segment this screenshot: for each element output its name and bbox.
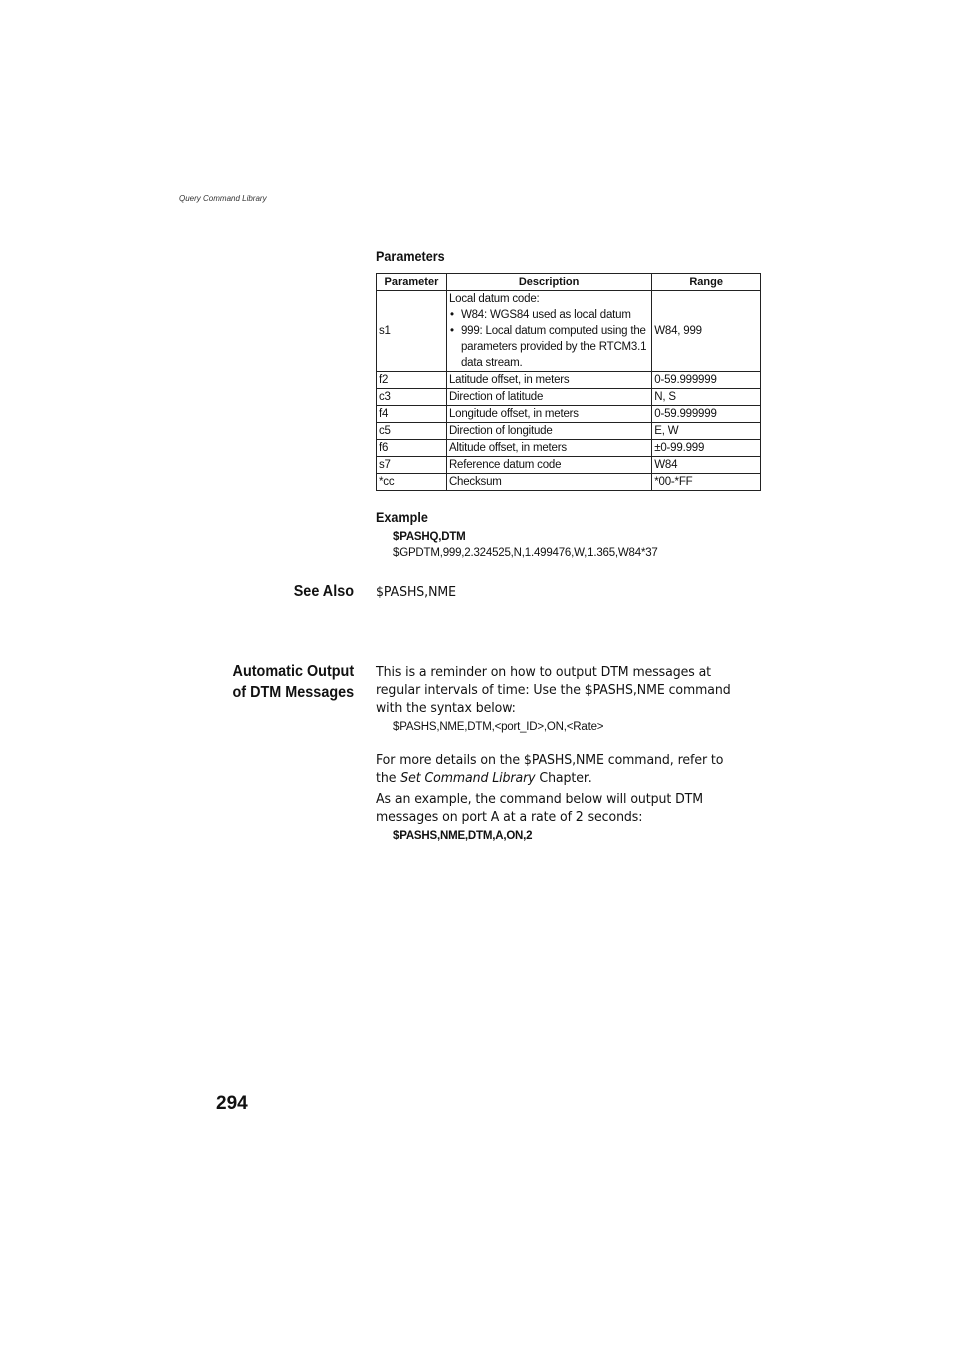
see-also-text xyxy=(376,583,739,601)
para2-text-before: For more details on the $PASHS,NME command, refer to the xyxy=(376,752,724,786)
description-cell: Direction of longitude xyxy=(446,423,651,440)
param-cell: s7 xyxy=(377,457,447,474)
description-cell: Latitude offset, in meters xyxy=(446,372,651,389)
see-also-heading xyxy=(294,581,354,602)
table-row xyxy=(377,389,761,406)
see-also-heading-text: See Also xyxy=(293,583,354,600)
auto-output-example-command: $PASHS,NME,DTM,A,ON,2 xyxy=(393,830,533,842)
description-cell: Longitude offset, in meters xyxy=(446,406,651,423)
table-row xyxy=(377,423,761,440)
description-cell: Altitude offset, in meters xyxy=(446,440,651,457)
description-cell: Direction of latitude xyxy=(446,389,651,406)
description-bullet-list xyxy=(449,307,649,371)
table-row xyxy=(377,291,761,372)
table-row xyxy=(377,406,761,423)
auto-output-para2-text xyxy=(376,751,739,787)
range-cell: ±0-99.999 xyxy=(652,440,761,457)
auto-output-syntax: $PASHS,NME,DTM,<port_ID>,ON,<Rate> xyxy=(393,721,604,733)
range-cell: E, W xyxy=(652,423,761,440)
table-row xyxy=(377,474,761,491)
range-cell: 0-59.999999 xyxy=(652,406,761,423)
range-cell: W84, 999 xyxy=(652,291,761,372)
example-command: $PASHQ,DTM xyxy=(393,531,466,543)
param-cell: f6 xyxy=(377,440,447,457)
range-cell: *00-*FF xyxy=(652,474,761,491)
description-cell: Reference datum code xyxy=(446,457,651,474)
range-cell: W84 xyxy=(652,457,761,474)
param-cell: *cc xyxy=(377,474,447,491)
range-cell: 0-59.999999 xyxy=(652,372,761,389)
column-header-description: Description xyxy=(446,274,651,291)
page-number: 294 xyxy=(216,1093,248,1114)
table-row xyxy=(377,372,761,389)
column-header-parameter: Parameter xyxy=(377,274,447,291)
auto-output-heading-line1: Automatic Output xyxy=(232,663,354,680)
param-cell: f2 xyxy=(377,372,447,389)
description-intro: Local datum code: xyxy=(448,293,540,305)
para2-text-after: Chapter. xyxy=(535,770,592,786)
description-cell: Checksum xyxy=(446,474,651,491)
auto-output-heading xyxy=(232,661,354,703)
parameters-heading: Parameters xyxy=(376,248,445,264)
auto-output-para3 xyxy=(376,790,739,826)
table-header-row xyxy=(377,274,761,291)
parameters-table xyxy=(376,273,761,491)
auto-output-para2 xyxy=(376,751,739,787)
param-cell: c5 xyxy=(377,423,447,440)
para2-chapter-reference: Set Command Library xyxy=(400,770,536,786)
auto-output-heading-line2: of DTM Messages xyxy=(232,684,354,701)
description-bullet: • 999: Local datum computed using the parameters provided by the RTCM3.1 data stream. xyxy=(449,323,649,371)
example-response: $GPDTM,999,2.324525,N,1.499476,W,1.365,W84*37 xyxy=(393,547,658,559)
example-heading: Example xyxy=(376,509,428,525)
auto-output-para1 xyxy=(376,663,739,717)
auto-output-para3-text: As an example, the command below will output DTM messages on port A at a rate of 2 seconds: xyxy=(376,791,703,825)
table-row xyxy=(377,457,761,474)
column-header-range: Range xyxy=(652,274,761,291)
param-cell: c3 xyxy=(377,389,447,406)
description-bullet: • W84: WGS84 used as local datum xyxy=(449,307,649,323)
description-cell xyxy=(446,291,651,372)
range-cell: N, S xyxy=(652,389,761,406)
table-row xyxy=(377,440,761,457)
param-cell: s1 xyxy=(377,291,447,372)
running-header: Query Command Library xyxy=(179,194,267,203)
param-cell: f4 xyxy=(377,406,447,423)
see-also-link[interactable]: $PASHS,NME xyxy=(376,584,456,600)
auto-output-para1-text: This is a reminder on how to output DTM messages at regular intervals of time: Use the $PASHS,NME command with the syntax below: xyxy=(376,664,731,716)
